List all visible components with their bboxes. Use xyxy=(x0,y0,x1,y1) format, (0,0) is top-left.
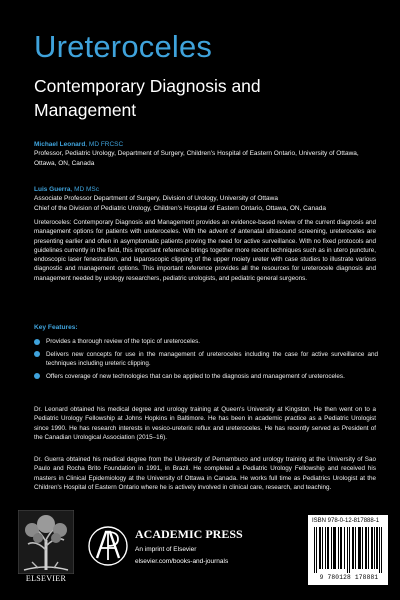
publisher-url-link[interactable]: elsevier.com/books-and-journals xyxy=(135,558,229,565)
barcode-digits: 9 780128 178881 xyxy=(319,574,379,581)
feature-item xyxy=(34,372,378,381)
feature-item xyxy=(34,337,378,346)
book-title: Ureteroceles xyxy=(34,29,213,64)
feature-text: Offers coverage of new technologies that can be applied to the diagnosis and management of ureteroceles. xyxy=(46,372,345,380)
academic-press-logo xyxy=(88,524,128,568)
author-name: Michael Leonard xyxy=(34,141,86,148)
bullet-icon xyxy=(34,373,40,379)
book-description: Ureteroceles: Contemporary Diagnosis and Management provides an evidence-based review of the current diagnosis and management options for patients with ureteroceles. With the advent of antenatal ultrasound screening, ureteroceles are presenting earlier and often in asymptomatic patients proving the need for active surveillance. With no fixed protocols and guidelines currently in the field, this important reference brings together more recent techniques such as in utero puncture, endoscopic laser fenestration, and laparoscopic clipping of the upper moiety ureter with case studies to illustrate various diagnostic and management options. This important reference provides all the resources for ureterocele diagnosis and management needed by urology researchers, pediatric urologists, and pediatric general surgeons. xyxy=(34,219,376,282)
publisher-name: ACADEMIC PRESS xyxy=(135,527,243,541)
feature-text: Delivers new concepts for use in the management of ureteroceles including the case for active surveillance and techniques including ureteric clipping. xyxy=(46,350,378,368)
bullet-icon xyxy=(34,339,40,345)
feature-item xyxy=(34,350,378,369)
author-name: Luis Guerra xyxy=(34,186,71,193)
bio-guerra: Dr. Guerra obtained his medical degree from the University of Pernambuco and urology training at the University of Sao Paulo and Rocha Brito Foundation in 1991, in Brazil. He completed a Pediatric Urology Fellowship and received his masters in Clinical Epidemiology at the University of Ottawa in Canada. He works full time as Pediatrics Urologist at the Children's Hospital of Eastern Ontario where he is actively involved in clinical care, research, and teaching. xyxy=(34,456,376,491)
feature-text: Provides a thorough review of the topic of ureteroceles. xyxy=(46,338,201,345)
features-list xyxy=(34,337,378,385)
publisher-imprint: An imprint of Elsevier xyxy=(135,546,197,553)
author-affiliation: Chief of the Division of Pediatric Urology, Children's Hospital of Eastern Ontario, Ottawa, ON, Canada xyxy=(34,204,326,212)
barcode-icon xyxy=(313,527,383,573)
bio-leonard: Dr. Leonard obtained his medical degree and urology training at Queen's University at Kingston. He then went on to a Pediatric Urology Fellowship at Johns Hopkins in Baltimore. He has been in academic practice as a Pediatric Urologist since 1990. He has research interests in vesico-ureteric reflux and ureteroceles. He has recently served as President of the Canadian Urological Association (2015–16). xyxy=(34,406,376,441)
author-block-guerra xyxy=(34,185,384,213)
author-credentials: , MD FRCSC xyxy=(85,141,124,148)
author-location: Ottawa, ON, Canada xyxy=(34,159,95,167)
author-credentials: , MD MSc xyxy=(70,186,100,193)
features-heading: Key Features: xyxy=(34,324,78,331)
elsevier-label: ELSEVIER xyxy=(25,574,67,583)
elsevier-tree-logo xyxy=(18,510,74,574)
bullet-icon xyxy=(34,351,40,357)
author-affiliation: Associate Professor Department of Surgery, Division of Urology, University of Ottawa xyxy=(34,195,278,203)
isbn-label: ISBN 978-0-12-817888-1 xyxy=(312,518,380,524)
author-affiliation: Professor, Pediatric Urology, Department of Surgery, Children's Hospital of Eastern Ontario, University of Ottawa, xyxy=(34,150,359,158)
book-subtitle: Contemporary Diagnosis and Management xyxy=(34,76,261,120)
author-block-leonard xyxy=(34,140,384,168)
